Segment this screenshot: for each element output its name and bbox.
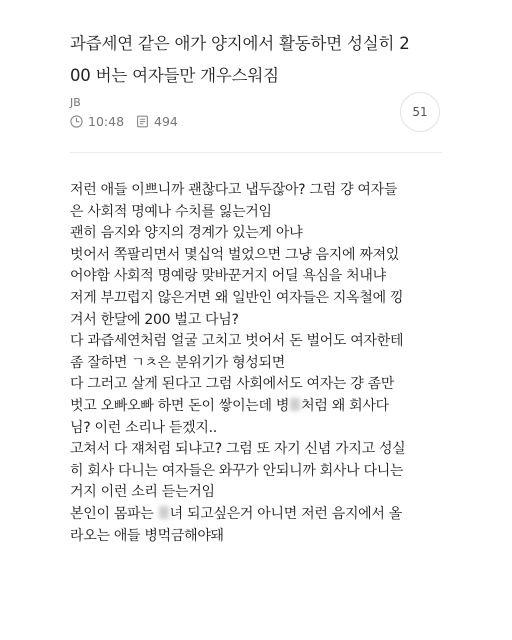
body-text-segment: 처럼 왜 회사다: [301, 397, 389, 414]
post-title-line: 00 버는 여자들만 개우스워짐: [70, 66, 279, 85]
body-line: 겨서 한달에 200 벌고 다님?: [70, 311, 239, 328]
blurred-text: [159, 506, 169, 519]
post-views: [136, 114, 178, 129]
body-text-segment: 벗고 오빠오빠 하면 돈이 쌓이는데 병: [70, 397, 290, 414]
post-body: [70, 180, 450, 547]
body-line: 저게 부끄럽지 않은거면 왜 일반인 여자들은 지옥철에 낑: [70, 289, 404, 306]
body-line: 거지 이런 소리 듣는거임: [70, 484, 215, 501]
body-line: 벗어서 쪽팔리면서 몇십억 벌었으면 그냥 음지에 짜져있: [70, 246, 400, 263]
comment-count-button[interactable]: [400, 92, 440, 132]
body-line: 은 사회적 명예나 수치를 잃는거임: [70, 203, 272, 220]
clock-icon: [70, 115, 83, 128]
body-text-segment: 녀 되고싶은거 아니면 저런 음지에서 올: [169, 505, 402, 522]
body-line: [70, 504, 450, 526]
body-line: 괜히 음지와 양지의 경계가 있는게 아냐: [70, 225, 303, 242]
post-time: [70, 114, 124, 129]
divider: [70, 152, 442, 153]
post-title: [70, 28, 440, 92]
post-views-value: 494: [154, 114, 178, 129]
body-line: 다 과즙세연처럼 얼굴 고치고 벗어서 돈 벌어도 여자한테: [70, 333, 404, 350]
comment-count: 51: [412, 105, 428, 119]
body-line: [70, 396, 450, 418]
post-meta: [70, 114, 190, 129]
body-line: 님? 이런 소리나 듣겠지..: [70, 419, 217, 436]
body-line: 저런 애들 이쁘니까 괜찮다고 냅두잖아? 그럼 걍 여자들: [70, 182, 398, 198]
body-line: 고쳐서 다 쟤처럼 되냐고? 그럼 또 자기 신념 가지고 성실: [70, 441, 406, 458]
author-name[interactable]: JB: [70, 96, 81, 109]
body-line: 라오는 애들 병먹금해야돼: [70, 527, 224, 544]
body-line: 어야함 사회적 명예랑 맞바꾼거지 어딜 욕심을 처내냐: [70, 268, 386, 285]
body-line: 좀 잘하면 ㄱㅊ은 분위기가 형성되면: [70, 354, 285, 371]
body-text-segment: 본인이 몸파는: [70, 505, 158, 522]
body-line: 다 그러고 살게 된다고 그럼 사회에서도 여자는 걍 좀만: [70, 376, 395, 393]
blurred-text: [290, 398, 300, 411]
body-line: 히 회사 다니는 여자들은 와꾸가 안되니까 회사나 다니는: [70, 462, 404, 479]
document-icon: [136, 115, 149, 128]
post-time-value: 10:48: [88, 114, 125, 129]
post-title-line: 과즙세연 같은 애가 양지에서 활동하면 성실히 2: [70, 34, 410, 53]
